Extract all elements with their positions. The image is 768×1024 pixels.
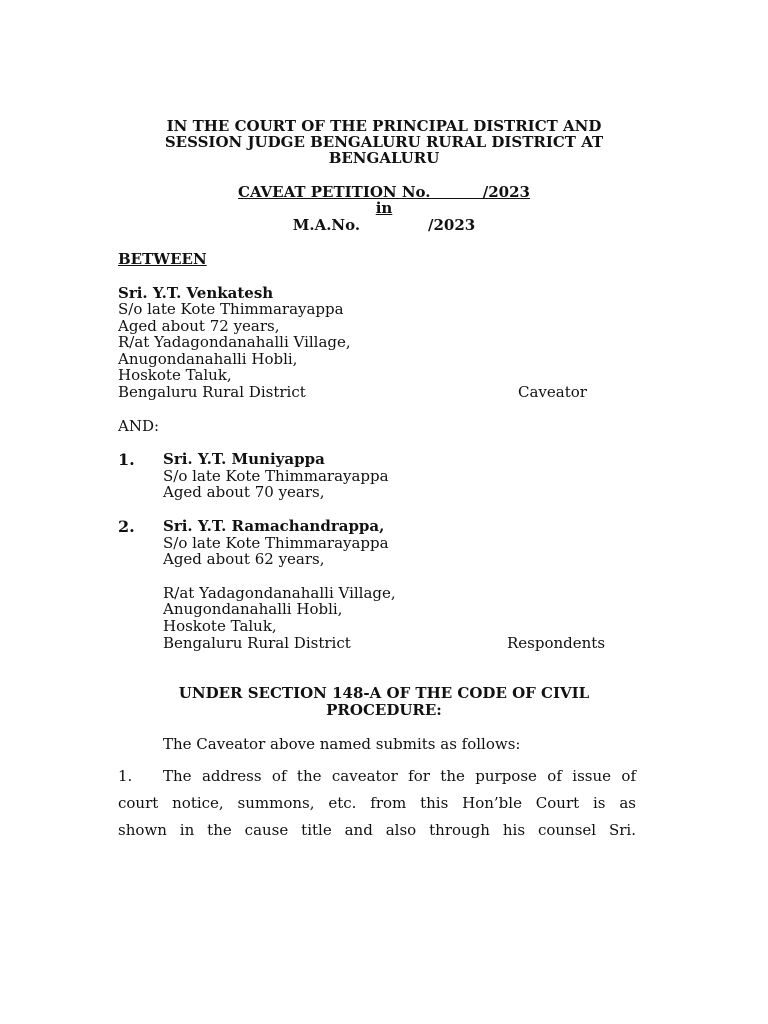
respondents-address-line: Bengaluru Rural District (163, 634, 351, 652)
section-heading-line-1: UNDER SECTION 148-A OF THE CODE OF CIVIL (178, 684, 590, 702)
respondents-address-line: R/at Yadagondanahalli Village, (163, 584, 396, 602)
court-title-line-2: SESSION JUDGE BENGALURU RURAL DISTRICT AT (164, 133, 604, 151)
caveator-line: S/o late Kote Thimmarayappa (118, 300, 344, 318)
caveator-line: R/at Yadagondanahalli Village, (118, 333, 351, 351)
paragraph-line: The address of the caveator for the purpose of issue of (163, 767, 636, 785)
court-title-line-1: IN THE COURT OF THE PRINCIPAL DISTRICT AND (166, 117, 602, 135)
caveator-line: Anugondanahalli Hobli, (118, 350, 298, 368)
paragraph-1 (118, 763, 636, 844)
respondent-number: 2. (118, 517, 135, 536)
respondent-line: S/o late Kote Thimmarayappa (163, 534, 389, 552)
section-heading-line-2: PROCEDURE: (326, 701, 442, 719)
caveator-line: Bengaluru Rural District (118, 383, 306, 401)
respondent-name: Sri. Y.T. Ramachandrappa, (163, 517, 385, 535)
paragraph-line: court notice, summons, etc. from this Hon’ble Court is as (118, 794, 636, 812)
respondents-role: Respondents (507, 634, 606, 652)
intro-text: The Caveator above named submits as follows: (163, 735, 521, 753)
respondent-line: Aged about 70 years, (163, 483, 325, 501)
paragraph-number: 1. (118, 767, 133, 785)
paragraph-line: shown in the cause title and also through his counsel Sri. (118, 821, 636, 839)
caveator-name: Sri. Y.T. Venkatesh (118, 284, 274, 302)
respondents-address-line: Anugondanahalli Hobli, (163, 600, 343, 618)
caveator-role: Caveator (518, 383, 587, 401)
caveator-line: Aged about 72 years, (118, 317, 280, 335)
caveat-petition-number: CAVEAT PETITION No. /2023 (238, 183, 530, 201)
court-title-line-3: BENGALURU (328, 149, 440, 167)
between-label: BETWEEN (118, 250, 207, 268)
petition-in: in (375, 199, 393, 217)
respondents-address-line: Hoskote Taluk, (163, 617, 277, 635)
and-label: AND: (118, 417, 160, 435)
ma-number: M.A.No. /2023 (292, 216, 476, 234)
respondent-name: Sri. Y.T. Muniyappa (163, 450, 325, 468)
respondent-line: Aged about 62 years, (163, 550, 325, 568)
respondent-number: 1. (118, 450, 135, 469)
caveator-line: Hoskote Taluk, (118, 366, 232, 384)
respondent-line: S/o late Kote Thimmarayappa (163, 467, 389, 485)
